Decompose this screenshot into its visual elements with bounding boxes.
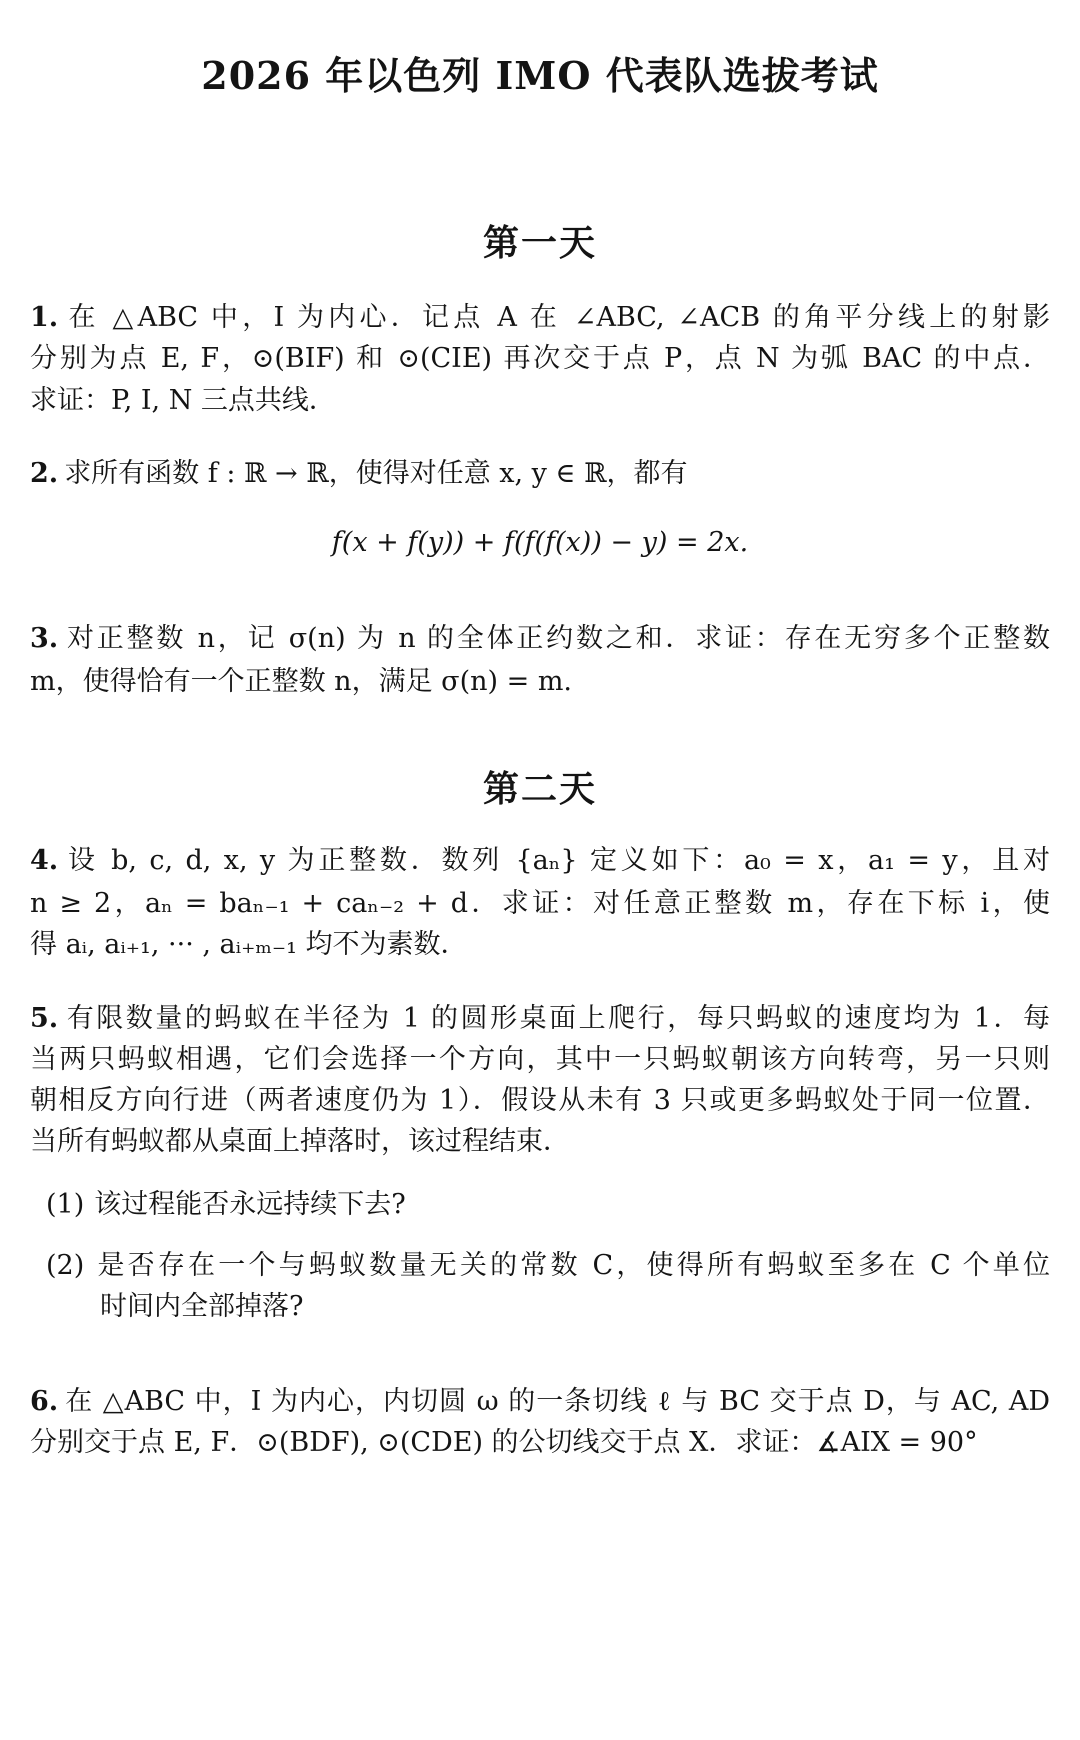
functional-equation: f(x + f(y)) + f(f(f(x)) − y) = 2x. bbox=[331, 527, 749, 558]
subpart-text-line: 时间内全部掉落? bbox=[100, 1291, 304, 1322]
problem-text-line: 当两只蚂蚁相遇，它们会选择一个方向，其中一只蚂蚁朝该方向转弯，另一只则 bbox=[30, 1044, 1050, 1075]
problem-text-line: 在 △ABC 中，I 为内心，内切圆 ω 的一条切线 ℓ 与 BC 交于点 D，与 AC, AD bbox=[64, 1386, 1050, 1417]
day-two-heading: 第二天 bbox=[482, 769, 597, 810]
problem-number: 2. bbox=[30, 458, 59, 489]
problem-text-line: n ≥ 2，aₙ = baₙ₋₁ + caₙ₋₂ + d．求证：对任意正整数 m，存在下标 i，使 bbox=[30, 888, 1050, 919]
subpart-label: (2) bbox=[46, 1250, 85, 1281]
problem-text-line: 对正整数 n，记 σ(n) 为 n 的全体正约数之和．求证：存在无穷多个正整数 bbox=[64, 623, 1050, 654]
exam-title: 2026 年以色列 IMO 代表队选拔考试 bbox=[201, 53, 879, 98]
problem-text-line: m，使得恰有一个正整数 n，满足 σ(n) = m. bbox=[30, 666, 573, 697]
problem-number: 1. bbox=[30, 302, 59, 333]
problem-text-line: 求所有函数 f : ℝ → ℝ，使得对任意 x, y ∈ ℝ，都有 bbox=[64, 458, 688, 489]
day-one-heading: 第一天 bbox=[482, 223, 597, 264]
problem-text-line: 当所有蚂蚁都从桌面上掉落时，该过程结束． bbox=[30, 1126, 570, 1157]
subpart-2 bbox=[46, 1248, 1050, 1284]
problem-text-line: 设 b, c, d, x, y 为正整数．数列 {aₙ} 定义如下：a₀ = x，a₁ = y，且对 bbox=[64, 845, 1050, 876]
subpart-1 bbox=[46, 1187, 1050, 1223]
problem-text-line: 得 aᵢ, aᵢ₊₁, ··· , aᵢ₊ₘ₋₁ 均不为素数． bbox=[30, 929, 468, 960]
problem-text-line: 朝相反方向行进（两者速度仍为 1）．假设从未有 3 只或更多蚂蚁处于同一位置． bbox=[30, 1085, 1050, 1116]
problem-number: 3. bbox=[30, 623, 59, 654]
problem-text-line: 求证：P, I, N 三点共线． bbox=[30, 385, 336, 416]
subpart-text-line: 是否存在一个与蚂蚁数量无关的常数 C，使得所有蚂蚁至多在 C 个单位 bbox=[94, 1250, 1050, 1281]
problem-number: 6. bbox=[30, 1386, 59, 1417]
problem-text-line: 分别交于点 E, F．⊙(BDF), ⊙(CDE) 的公切线交于点 X．求证：∡AIX = 90° bbox=[30, 1427, 978, 1458]
problem-number: 5. bbox=[30, 1003, 59, 1034]
problem-text-line: 有限数量的蚂蚁在半径为 1 的圆形桌面上爬行，每只蚂蚁的速度均为 1．每 bbox=[64, 1003, 1050, 1034]
problem-text-line: 在 △ABC 中，I 为内心．记点 A 在 ∠ABC, ∠ACB 的角平分线上的射影 bbox=[64, 302, 1050, 333]
subpart-text-line: 该过程能否永远持续下去? bbox=[94, 1189, 406, 1220]
subpart-label: (1) bbox=[46, 1189, 85, 1220]
problem-number: 4. bbox=[30, 845, 59, 876]
problem-text-line: 分别为点 E, F，⊙(BIF) 和 ⊙(CIE) 再次交于点 P，点 N 为弧 BAC 的中点． bbox=[30, 343, 1050, 374]
